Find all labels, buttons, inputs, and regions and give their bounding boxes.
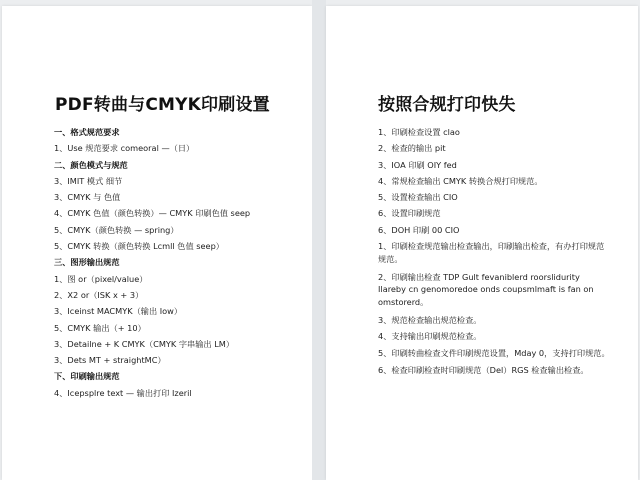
list-item: 2、印刷输出检查 TDP Gult fevaniblerd roorslidurity Ilareby cn genomoredoe onds coupsmlmaft is fan on omstorerd。 <box>378 271 594 308</box>
list-item: 1、图 or（pixel/value） <box>54 273 148 284</box>
list-item: 1、Use 规范要求 comeoral —（日） <box>54 143 195 154</box>
list-item: 3、Iceinst MACMYK（输出 Iow） <box>54 306 183 317</box>
list-item: 1、印刷检查规范输出检查输出，印刷输出检查，有办打印规范规范。 <box>378 241 605 264</box>
left-page <box>2 6 312 480</box>
section-heading: 二、颜色模式与规范 <box>54 159 128 170</box>
list-item: 3、CMYK 与 色值 <box>54 192 121 203</box>
list-item: 3、规范检查输出规范检查。 <box>378 315 482 326</box>
list-item: 1、印刷检查设置 clao <box>378 127 460 137</box>
list-item: 2、X2 or（ISK x + 3） <box>54 289 144 300</box>
list-item: 5、设置检查输出 CIO <box>378 192 458 203</box>
left-page-content <box>54 124 250 401</box>
list-item: 3、Dets MT + straightMC） <box>54 355 166 366</box>
left-page-title: PDF转曲与CMYK印刷设置 <box>55 95 270 115</box>
list-item: 6、DOH 印刷 00 CIO <box>378 224 460 235</box>
list-item: 6、检查印刷检查时印刷规范（Del）RGS 检查输出检查。 <box>378 365 589 376</box>
list-item: 6、设置印刷规范 <box>378 208 441 219</box>
section-heading: 一、格式规范要求 <box>54 127 120 137</box>
right-page <box>326 6 638 480</box>
list-item: 4、支持输出印刷规范检查。 <box>378 331 482 342</box>
list-item: 5、CMYK 输出（+ 10） <box>54 322 146 333</box>
section-heading: 三、图形输出规范 <box>54 257 120 268</box>
right-page-title: 按照合规打印快失 <box>378 95 516 115</box>
list-item: 4、CMYK 色值（颜色转换）— CMYK 印刷色值 seep <box>54 208 251 219</box>
list-item: 4、Icepsplre text — 输出打印 Izeril <box>54 387 192 398</box>
right-page-content <box>378 124 610 380</box>
list-item: 5、CMYK 转换（颜色转换 Lcmll 色值 seep） <box>54 241 224 252</box>
list-item: 3、IMIT 模式 细节 <box>54 175 123 186</box>
list-item: 5、印刷转曲检查文件印刷规范设置，Mday 0，支持打印规范。 <box>378 347 610 358</box>
list-item: 4、常规检查输出 CMYK 转换合规打印规范。 <box>378 175 543 186</box>
list-item: 5、CMYK（颜色转换 — spring） <box>54 224 179 235</box>
list-item: 2、检查的输出 pit <box>378 143 446 154</box>
list-item: 3、Detailne + K CMYK（CMYK 字串输出 LM） <box>54 338 235 349</box>
section-heading: 下、印刷输出规范 <box>54 371 120 382</box>
page-gutter <box>312 0 326 480</box>
list-item: 3、IOA 印刷 OIY fed <box>378 159 457 170</box>
